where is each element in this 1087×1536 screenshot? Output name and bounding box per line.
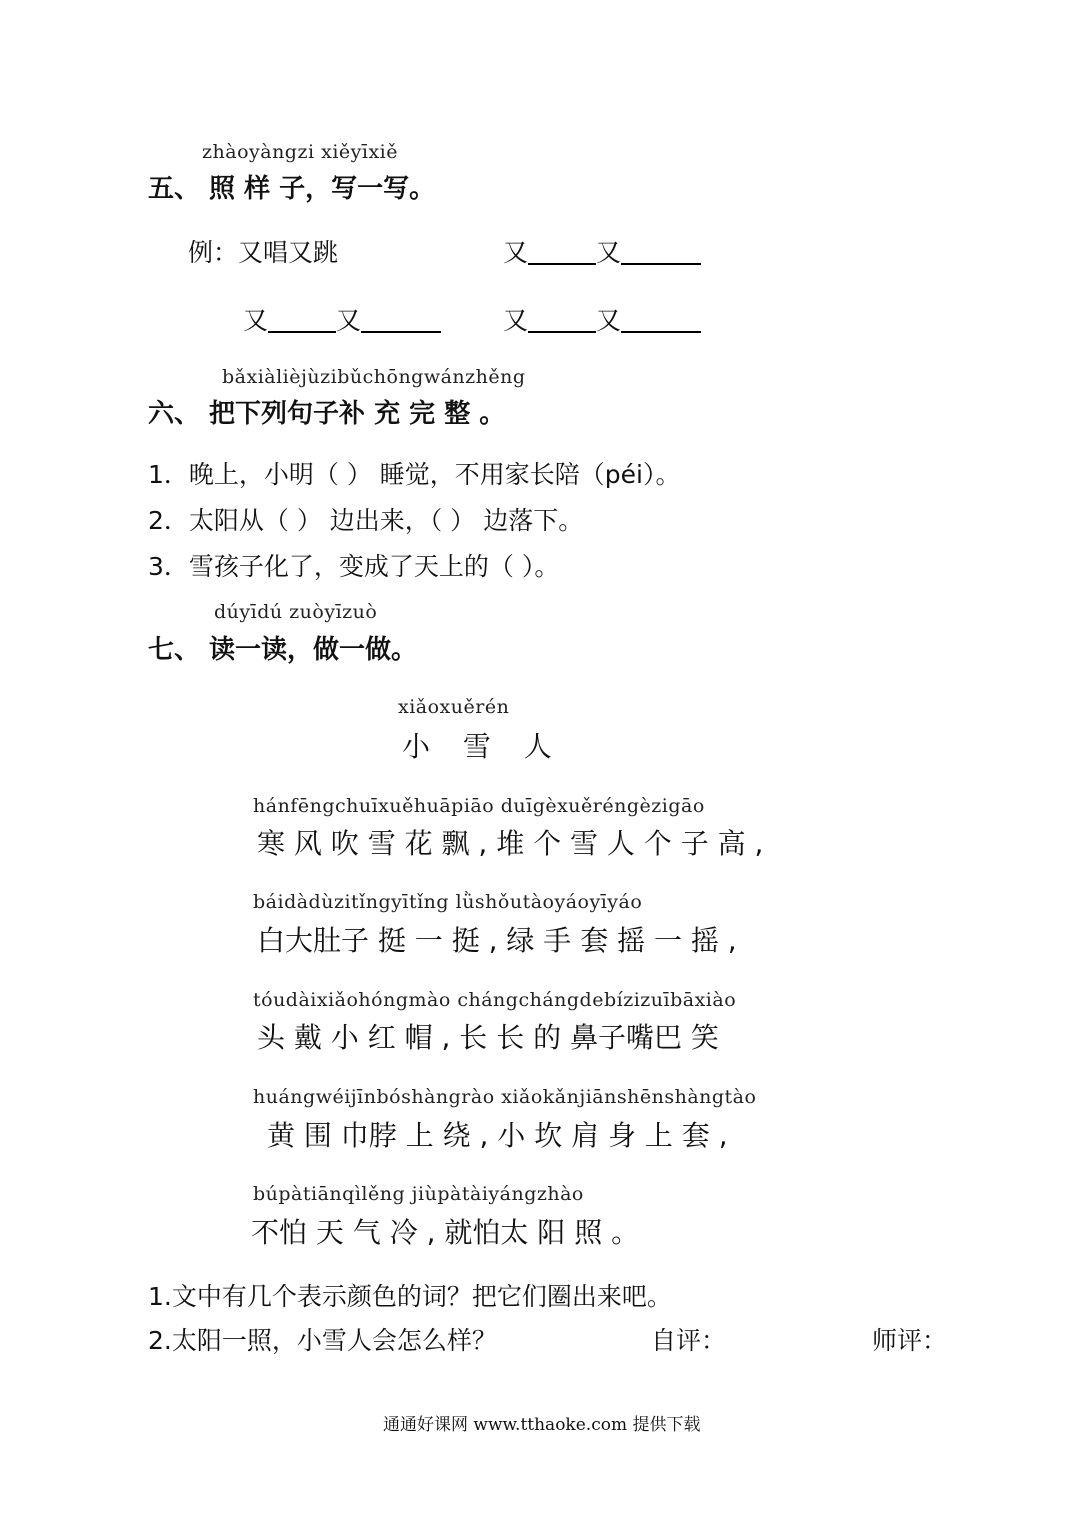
fill-item-3 [503, 301, 701, 337]
you-char: 又 [596, 238, 622, 267]
blank-line[interactable] [361, 331, 441, 333]
you-char: 又 [243, 306, 269, 335]
fill-item-1 [503, 233, 701, 269]
poem-line-pinyin: hánfēngchuīxuěhuāpiāo duīgèxuěréngèzigāo [253, 795, 705, 817]
fill-item-2 [243, 301, 441, 337]
poem-line: 白大肚子 挺 一 挺 , 绿 手 套 摇 一 摇 , [257, 924, 737, 957]
poem-line-pinyin: búpàtiānqìlěng jiùpàtàiyángzhào [253, 1183, 584, 1205]
blank-line[interactable] [621, 331, 701, 333]
section5-heading: 五、 照 样 子，写一写。 [148, 174, 436, 204]
sentence-item: 2．太阳从（ ） 边出来，（ ） 边落下。 [148, 506, 584, 535]
poem-line: 黄 围 巾脖 上 绕 , 小 坎 肩 身 上 套 , [267, 1119, 728, 1152]
you-char: 又 [503, 306, 529, 335]
poem-line: 寒 风 吹 雪 花 飘 , 堆 个 雪 人 个 子 高 , [257, 827, 764, 860]
section5-pinyin: zhàoyàngzi xiěyīxiě [202, 141, 398, 163]
sentence-item: 1．晚上，小明（ ） 睡觉，不用家长陪（péi）。 [148, 460, 681, 489]
question-item: 2.太阳一照，小雪人会怎么样？ [148, 1326, 497, 1355]
you-char: 又 [503, 238, 529, 267]
you-char: 又 [336, 306, 362, 335]
blank-line[interactable] [621, 263, 701, 265]
poem-line-pinyin: huángwéijīnbóshàngrào xiǎokǎnjiānshēnshàngtào [253, 1086, 757, 1108]
blank-line[interactable] [528, 331, 596, 333]
teacher-eval-label: 师评： [872, 1326, 948, 1355]
self-eval-label: 自评： [651, 1326, 727, 1355]
section6-pinyin: bǎxiàlièjùzibǔchōngwánzhěng [222, 366, 526, 388]
you-char: 又 [596, 306, 622, 335]
poem-line-pinyin: tóudàixiǎohóngmào chángchángdebízizuībāxiào [253, 989, 737, 1011]
footer-text: 通通好课网 www.tthaoke.com 提供下载 [383, 1415, 701, 1435]
poem-title: 小 雪 人 [402, 730, 564, 763]
blank-line[interactable] [528, 263, 596, 265]
section7-pinyin: dúyīdú zuòyīzuò [214, 601, 378, 623]
example-label: 例：又唱又跳 [188, 238, 339, 267]
question-item: 1.文中有几个表示颜色的词？把它们圈出来吧。 [148, 1282, 672, 1311]
poem-title-pinyin: xiǎoxuěrén [398, 696, 510, 718]
sentence-item: 3．雪孩子化了，变成了天上的（ ）。 [148, 552, 560, 581]
section7-heading: 七、 读一读，做一做。 [148, 635, 418, 665]
poem-line-pinyin: báidàdùzitǐngyītǐng lǜshǒutàoyáoyīyáo [253, 891, 643, 913]
section6-heading: 六、 把下列句子补 充 完 整 。 [148, 399, 506, 429]
blank-line[interactable] [268, 331, 336, 333]
poem-line: 头 戴 小 红 帽 , 长 长 的 鼻子嘴巴 笑 [257, 1021, 719, 1054]
poem-line: 不怕 天 气 冷 , 就怕太 阳 照 。 [251, 1216, 640, 1249]
